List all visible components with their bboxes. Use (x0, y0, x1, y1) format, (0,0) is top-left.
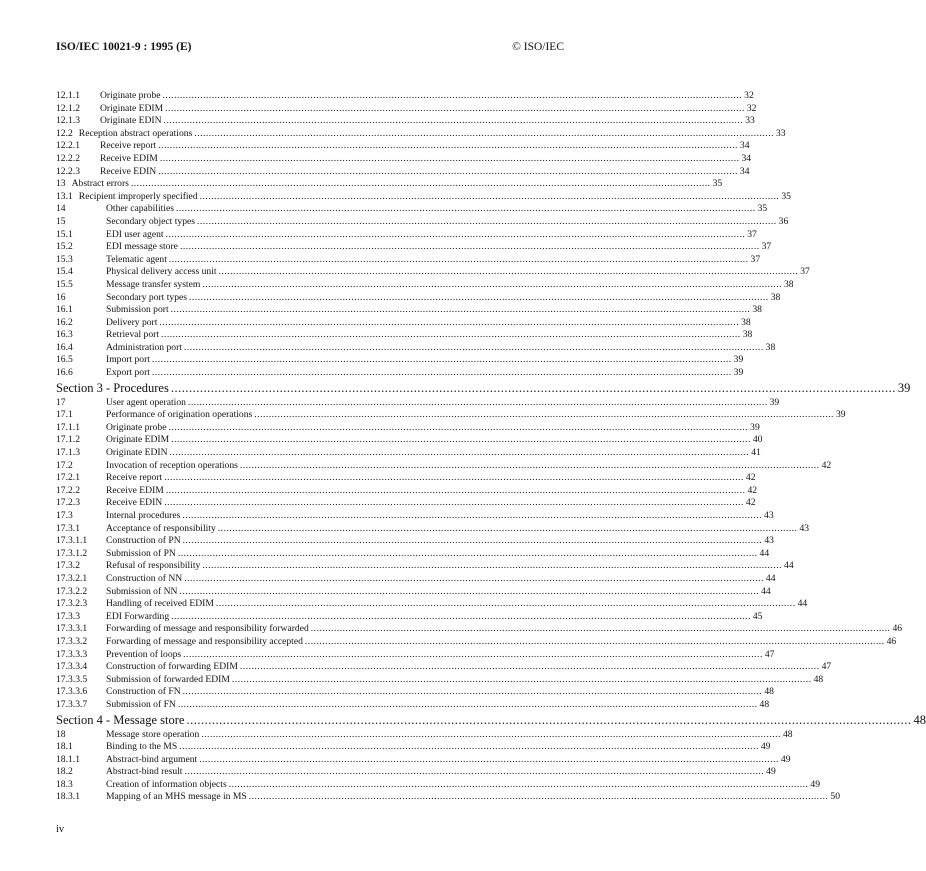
toc-entry-title: Telematic agent (106, 253, 167, 265)
toc-entry-page: 48 (764, 686, 774, 698)
toc-entry (56, 766, 776, 779)
toc-leader-dots: ........................................................................................................................................................................................................ (170, 304, 751, 316)
toc-entry (56, 585, 771, 599)
toc-entry (56, 459, 832, 473)
toc-entry-title: Abstract-bind result (106, 766, 183, 778)
toc-entry-title: EDI message store (106, 241, 178, 253)
toc-entry-title: Secondary port types (106, 291, 187, 303)
toc-entry-page: 38 (742, 329, 753, 341)
toc-entry-number: 16.3 (56, 329, 73, 341)
toc-entry-title: Receive EDIN (100, 165, 157, 177)
toc-entry-number: 18.1 (56, 741, 73, 753)
toc-leader-dots: ........................................................................................................................................................................................................ (199, 753, 779, 765)
toc-entry-number: 16.6 (56, 367, 73, 379)
toc-entry-title: Originate EDIN (100, 115, 162, 127)
toc-leader-dots: ........................................................................................................................................................................................................ (179, 241, 760, 253)
toc-entry-number: 17.1 (56, 409, 73, 421)
toc-entry-page: 37 (800, 266, 810, 278)
toc-entry-number: 15.1 (56, 228, 73, 240)
toc-entry (56, 127, 786, 141)
toc-leader-dots: ........................................................................................................................................................................................................ (165, 228, 746, 240)
toc-entry (56, 304, 762, 317)
toc-entry-page: 33 (745, 115, 755, 127)
toc-entry (56, 547, 770, 561)
toc-entry-title: Section 4 - Message store (56, 712, 185, 727)
toc-entry-number: 16.2 (56, 316, 73, 328)
toc-entry (56, 510, 774, 523)
toc-entry-number: 17.3.3.3 (56, 648, 88, 660)
toc-entry-title: Binding to the MS (106, 741, 178, 753)
toc-entry-title: Import port (106, 354, 150, 366)
toc-entry-number: 14 (56, 203, 66, 215)
toc-entry-title: Construction of FN (106, 686, 181, 698)
toc-entry-page: 32 (746, 102, 757, 114)
toc-leader-dots: ........................................................................................................................................................................................................ (170, 380, 896, 395)
toc-entry (56, 190, 791, 204)
toc-entry (56, 421, 760, 435)
toc-entry-page: 39 (750, 421, 760, 433)
toc-entry-title: Abstract-bind argument (106, 753, 198, 765)
toc-entry (56, 102, 757, 116)
toc-entry-page: 38 (741, 316, 751, 328)
toc-entry-page: 47 (821, 661, 832, 673)
toc-entry (56, 215, 789, 229)
toc-leader-dots: ........................................................................................................................................................................................................ (228, 778, 809, 790)
toc-leader-dots: ........................................................................................................................................................................................................ (231, 673, 812, 685)
toc-entry (56, 253, 761, 267)
toc-leader-dots: ........................................................................................................................................................................................................ (218, 266, 799, 278)
toc-entry-number: 17.3.1.1 (56, 535, 88, 547)
toc-entry-title: Receive EDIM (100, 152, 158, 164)
toc-leader-dots: ........................................................................................................................................................................................................ (151, 367, 732, 379)
toc-entry (56, 560, 794, 573)
toc-leader-dots: ........................................................................................................................................................................................................ (215, 598, 796, 610)
toc-entry-number: 17.3.1 (56, 522, 80, 534)
toc-leader-dots: ........................................................................................................................................................................................................ (187, 396, 768, 408)
toc-entry-number: 17.3.2.1 (56, 572, 88, 584)
toc-entry-title: Submission port (106, 304, 169, 316)
toc-entry (56, 291, 781, 305)
toc-entry-title: Performance of origination operations (106, 409, 253, 421)
toc-entry-page: 48 (782, 728, 793, 740)
toc-entry-title: EDI user agent (106, 228, 164, 240)
toc-entry-page: 42 (745, 472, 756, 484)
toc-entry-number: 12.2.2 (56, 152, 80, 164)
toc-entry (56, 140, 750, 153)
toc-entry-number: 15.5 (56, 278, 73, 290)
toc-entry (56, 598, 808, 611)
toc-entry-number: 12.1.2 (56, 102, 80, 114)
toc-entry-number: 17.3.3.6 (56, 686, 88, 698)
toc-entry-page: 32 (744, 90, 754, 101)
toc-leader-dots: ........................................................................................................................................................................................................ (130, 178, 711, 190)
toc-section-heading (56, 712, 926, 729)
toc-entry-page: 44 (759, 547, 770, 559)
toc-entry-number: 17.3.3.7 (56, 698, 88, 710)
toc-entry (56, 409, 846, 422)
toc-leader-dots: ........................................................................................................................................................................................................ (202, 278, 782, 290)
toc-leader-dots: ........................................................................................................................................................................................................ (186, 712, 912, 727)
toc-entry-number: 17.3.2.3 (56, 598, 88, 610)
toc-entry-page: 39 (733, 354, 744, 366)
toc-entry-number: 17.2.3 (56, 497, 80, 509)
toc-entry-page: 38 (770, 291, 781, 303)
toc-entry-title: Receive EDIN (106, 497, 163, 509)
toc-leader-dots: ........................................................................................................................................................................................................ (177, 547, 758, 559)
toc-entry-number: 17.3.3.2 (56, 635, 88, 647)
toc-entry-page: 35 (712, 178, 723, 190)
toc-entry-number: 18.3 (56, 778, 73, 790)
toc-entry-page: 46 (886, 635, 897, 647)
toc-leader-dots: ........................................................................................................................................................................................................ (184, 572, 764, 584)
toc-entry (56, 610, 763, 624)
toc-entry-page: 43 (764, 510, 774, 521)
toc-entry-title: Submission of forwarded EDIM (106, 673, 230, 685)
toc-entry-title: Delivery port (106, 316, 158, 328)
toc-entry-number: 18.1.1 (56, 753, 80, 765)
toc-entry-number: 18.3.1 (56, 791, 80, 803)
toc-leader-dots: ........................................................................................................................................................................................................ (161, 329, 741, 341)
toc-leader-dots: ........................................................................................................................................................................................................ (254, 409, 834, 421)
toc-entry-title: Invocation of reception operations (106, 459, 238, 471)
toc-entry-title: Originate EDIM (100, 102, 164, 114)
toc-entry-number: 17.2 (56, 459, 73, 471)
toc-leader-dots: ........................................................................................................................................................................................................ (179, 741, 759, 753)
toc-entry-number: 12.1.1 (56, 90, 80, 101)
toc-leader-dots: ........................................................................................................................................................................................................ (164, 472, 744, 484)
toc-entry-page: 41 (751, 447, 761, 459)
toc-leader-dots: ........................................................................................................................................................................................................ (164, 497, 744, 509)
toc-entry-number: 17.3.3.5 (56, 673, 88, 685)
toc-entry-title: Submission of FN (106, 698, 176, 710)
toc-leader-dots: ........................................................................................................................................................................................................ (184, 766, 765, 778)
toc-entry-page: 39 (897, 380, 911, 395)
toc-entry-title: Other capabilities (106, 203, 174, 215)
toc-entry-number: 17.3.3.1 (56, 623, 88, 635)
toc-entry (56, 686, 774, 699)
toc-entry-title: Receive report (106, 472, 163, 484)
toc-entry (56, 572, 776, 586)
toc-entry (56, 778, 820, 792)
toc-leader-dots: ........................................................................................................................................................................................................ (310, 623, 891, 635)
toc-entry-page: 43 (764, 535, 774, 547)
toc-entry-title: Originate probe (106, 421, 167, 433)
toc-entry-number: 12.2.1 (56, 140, 80, 152)
toc-leader-dots: ........................................................................................................................................................................................................ (171, 434, 751, 446)
toc-leader-dots: ........................................................................................................................................................................................................ (182, 510, 763, 521)
toc-entry-page: 39 (769, 396, 780, 408)
toc-entry (56, 278, 794, 292)
toc-entry-page: 34 (741, 152, 752, 164)
toc-entry-page: 39 (835, 409, 846, 421)
toc-entry-page: 43 (799, 522, 810, 534)
toc-leader-dots: ........................................................................................................................................................................................................ (168, 421, 749, 433)
toc-entry-title: Receive EDIM (106, 484, 164, 496)
toc-leader-dots: ........................................................................................................................................................................................................ (168, 253, 749, 265)
toc-entry-page: 47 (764, 648, 775, 660)
toc-entry (56, 522, 810, 536)
toc-entry-page: 33 (775, 127, 786, 139)
toc-entry-page: 38 (784, 278, 794, 290)
toc-leader-dots: ........................................................................................................................................................................................................ (159, 152, 740, 164)
toc-entry-title: Reception abstract operations (78, 127, 193, 139)
toc-leader-dots: ........................................................................................................................................................................................................ (248, 791, 829, 803)
toc-entry (56, 316, 751, 330)
toc-entry-title: Creation of information objects (106, 778, 227, 790)
toc-entry (56, 497, 756, 510)
toc-entry-number: 17.3 (56, 510, 73, 521)
toc-entry-page: 44 (765, 572, 776, 584)
toc-entry (56, 753, 791, 767)
toc-entry (56, 791, 840, 804)
toc-entry-title: Export port (106, 367, 150, 379)
toc-entry-number: 17.1.3 (56, 447, 80, 459)
toc-entry-title: Construction of forwarding EDIM (106, 661, 238, 673)
toc-entry-number: 18 (56, 728, 66, 740)
toc-entry-number: 15.4 (56, 266, 73, 278)
toc-entry-page: 49 (766, 766, 776, 778)
toc-entry (56, 341, 776, 355)
toc-leader-dots: ........................................................................................................................................................................................................ (196, 215, 777, 227)
page-number-footer: iv (56, 824, 65, 835)
toc-entry-page: 44 (784, 560, 794, 572)
toc-entry-page: 39 (733, 367, 744, 379)
toc-entry-page: 42 (745, 497, 756, 509)
toc-leader-dots: ........................................................................................................................................................................................................ (179, 585, 760, 597)
toc-entry-page: 45 (752, 610, 763, 622)
toc-leader-dots: ........................................................................................................................................................................................................ (175, 203, 756, 215)
toc-entry-title: Forwarding of message and responsibility forwarded (106, 623, 309, 635)
toc-entry (56, 241, 772, 254)
toc-entry (56, 203, 768, 216)
toc-entry (56, 266, 810, 279)
toc-leader-dots: ........................................................................................................................................................................................................ (171, 610, 751, 622)
toc-entry-title: Administration port (106, 341, 182, 353)
toc-entry-number: 17.1.2 (56, 434, 80, 446)
toc-entry-page: 48 (759, 698, 770, 710)
toc-entry-number: 16.5 (56, 354, 73, 366)
toc-leader-dots: ........................................................................................................................................................................................................ (151, 354, 732, 366)
toc-leader-dots: ........................................................................................................................................................................................................ (163, 115, 744, 127)
toc-entry-page: 42 (821, 459, 832, 471)
toc-entry (56, 90, 754, 103)
toc-entry (56, 178, 723, 191)
toc-entry-title: Mapping of an MHS message in MS (106, 791, 247, 803)
toc-entry-number: 16 (56, 291, 66, 303)
toc-entry-page: 50 (830, 791, 840, 803)
toc-entry (56, 661, 832, 674)
toc-entry-title: Abstract errors (71, 178, 129, 190)
toc-entry-title: Receive report (100, 140, 157, 152)
toc-entry-number: 13.1 (56, 190, 73, 202)
toc-entry (56, 484, 758, 498)
toc-entry (56, 367, 744, 380)
toc-entry-title: Section 3 - Procedures (56, 380, 169, 395)
toc-leader-dots: ........................................................................................................................................................................................................ (182, 686, 763, 698)
toc-entry (56, 535, 774, 548)
toc-entry-title: Physical delivery access unit (106, 266, 217, 278)
toc-entry-title: Acceptance of responsibility (106, 522, 216, 534)
toc-leader-dots: ........................................................................................................................................................................................................ (183, 341, 764, 353)
toc-section-heading (56, 380, 911, 397)
toc-entry-title: Construction of PN (106, 535, 181, 547)
toc-entry-title: Internal procedures (106, 510, 181, 521)
toc-entry (56, 741, 771, 754)
toc-leader-dots: ........................................................................................................................................................................................................ (182, 535, 763, 547)
toc-leader-dots: ........................................................................................................................................................................................................ (183, 648, 763, 660)
toc-entry (56, 447, 761, 460)
toc-entry-number: 17.3.2.2 (56, 585, 88, 597)
toc-entry-title: Message transfer system (106, 278, 201, 290)
toc-entry-title: Message store operation (106, 728, 200, 740)
toc-entry (56, 228, 757, 242)
toc-entry-title: Submission of PN (106, 547, 176, 559)
toc-entry-title: Originate EDIM (106, 434, 170, 446)
toc-entry (56, 115, 755, 128)
toc-entry (56, 434, 763, 447)
toc-leader-dots: ........................................................................................................................................................................................................ (177, 698, 758, 710)
toc-entry-title: Refusal of responsibility (106, 560, 201, 572)
toc-entry-page: 40 (752, 434, 763, 446)
toc-leader-dots: ........................................................................................................................................................................................................ (189, 291, 769, 303)
toc-entry-title: Submission of NN (106, 585, 178, 597)
toc-leader-dots: ........................................................................................................................................................................................................ (158, 140, 738, 152)
toc-entry (56, 329, 753, 342)
toc-leader-dots: ........................................................................................................................................................................................................ (169, 447, 750, 459)
toc-entry-number: 18.2 (56, 766, 73, 778)
toc-entry-title: Forwarding of message and responsibility accepted (106, 635, 303, 647)
toc-entry-number: 12.2.3 (56, 165, 80, 177)
toc-entry-title: Prevention of loops (106, 648, 182, 660)
toc-entry-page: 38 (765, 341, 776, 353)
toc-leader-dots: ........................................................................................................................................................................................................ (194, 127, 774, 139)
toc-leader-dots: ........................................................................................................................................................................................................ (239, 661, 820, 673)
toc-entry-page: 35 (757, 203, 768, 215)
toc-entry-page: 49 (780, 753, 791, 765)
toc-entry (56, 698, 770, 712)
toc-entry-number: 17.3.3 (56, 610, 80, 622)
toc-entry-page: 48 (813, 673, 824, 685)
toc-entry-page: 34 (739, 140, 750, 152)
toc-entry (56, 472, 756, 485)
toc-entry (56, 354, 744, 367)
table-of-contents (56, 90, 926, 804)
toc-entry (56, 152, 752, 166)
toc-leader-dots: ........................................................................................................................................................................................................ (165, 102, 745, 114)
toc-leader-dots: ........................................................................................................................................................................................................ (202, 560, 783, 572)
toc-entry (56, 396, 780, 410)
toc-leader-dots: ........................................................................................................................................................................................................ (158, 165, 738, 177)
toc-entry-page: 37 (747, 228, 757, 240)
toc-entry-title: User agent operation (106, 396, 186, 408)
toc-leader-dots: ........................................................................................................................................................................................................ (162, 90, 743, 101)
toc-entry-title: EDI Forwarding (106, 610, 170, 622)
toc-entry-title: Retrieval port (106, 329, 160, 341)
toc-leader-dots: ........................................................................................................................................................................................................ (304, 635, 885, 647)
copyright-header: © ISO/IEC (512, 41, 564, 53)
toc-entry (56, 635, 897, 649)
toc-entry-page: 48 (913, 712, 926, 727)
toc-entry-number: 17.2.2 (56, 484, 80, 496)
toc-entry-number: 17.3.1.2 (56, 547, 88, 559)
toc-leader-dots: ........................................................................................................................................................................................................ (201, 728, 781, 740)
toc-entry-title: Originate probe (100, 90, 161, 101)
toc-entry-number: 17.3.2 (56, 560, 80, 572)
toc-entry-title: Construction of NN (106, 572, 183, 584)
toc-entry-page: 46 (892, 623, 903, 635)
toc-entry-page: 34 (739, 165, 750, 177)
document-id-header: ISO/IEC 10021-9 : 1995 (E) (56, 41, 192, 53)
toc-entry-title: Recipient improperly specified (78, 190, 198, 202)
toc-entry-page: 49 (810, 778, 820, 790)
toc-entry-number: 17.3.3.4 (56, 661, 88, 673)
toc-entry (56, 728, 793, 742)
toc-entry-page: 36 (778, 215, 789, 227)
toc-entry-page: 37 (761, 241, 772, 253)
toc-entry-number: 12.1.3 (56, 115, 80, 127)
toc-entry-title: Originate EDIN (106, 447, 168, 459)
toc-entry-number: 17.1.1 (56, 421, 80, 433)
toc-leader-dots: ........................................................................................................................................................................................................ (217, 522, 798, 534)
toc-entry (56, 165, 750, 179)
toc-entry-page: 49 (760, 741, 771, 753)
toc-entry-number: 17 (56, 396, 66, 408)
toc-entry-page: 38 (752, 304, 762, 316)
toc-entry (56, 623, 903, 636)
toc-leader-dots: ........................................................................................................................................................................................................ (165, 484, 746, 496)
toc-entry-page: 44 (761, 585, 771, 597)
toc-entry (56, 648, 775, 662)
toc-leader-dots: ........................................................................................................................................................................................................ (239, 459, 820, 471)
toc-leader-dots: ........................................................................................................................................................................................................ (159, 316, 740, 328)
toc-entry-number: 16.4 (56, 341, 73, 353)
toc-entry-number: 16.1 (56, 304, 73, 316)
toc-entry-number: 17.2.1 (56, 472, 80, 484)
toc-entry-page: 35 (781, 190, 791, 202)
toc-entry-number: 13 (56, 178, 66, 190)
toc-entry-page: 37 (750, 253, 761, 265)
toc-entry-number: 15.3 (56, 253, 73, 265)
toc-entry-page: 44 (797, 598, 808, 610)
toc-entry (56, 673, 824, 687)
toc-entry-number: 15 (56, 215, 66, 227)
toc-entry-title: Secondary object types (106, 215, 195, 227)
toc-leader-dots: ........................................................................................................................................................................................................ (199, 190, 780, 202)
toc-entry-title: Handling of received EDIM (106, 598, 214, 610)
toc-entry-page: 42 (747, 484, 758, 496)
toc-entry-number: 12.2 (56, 127, 73, 139)
toc-entry-number: 15.2 (56, 241, 73, 253)
